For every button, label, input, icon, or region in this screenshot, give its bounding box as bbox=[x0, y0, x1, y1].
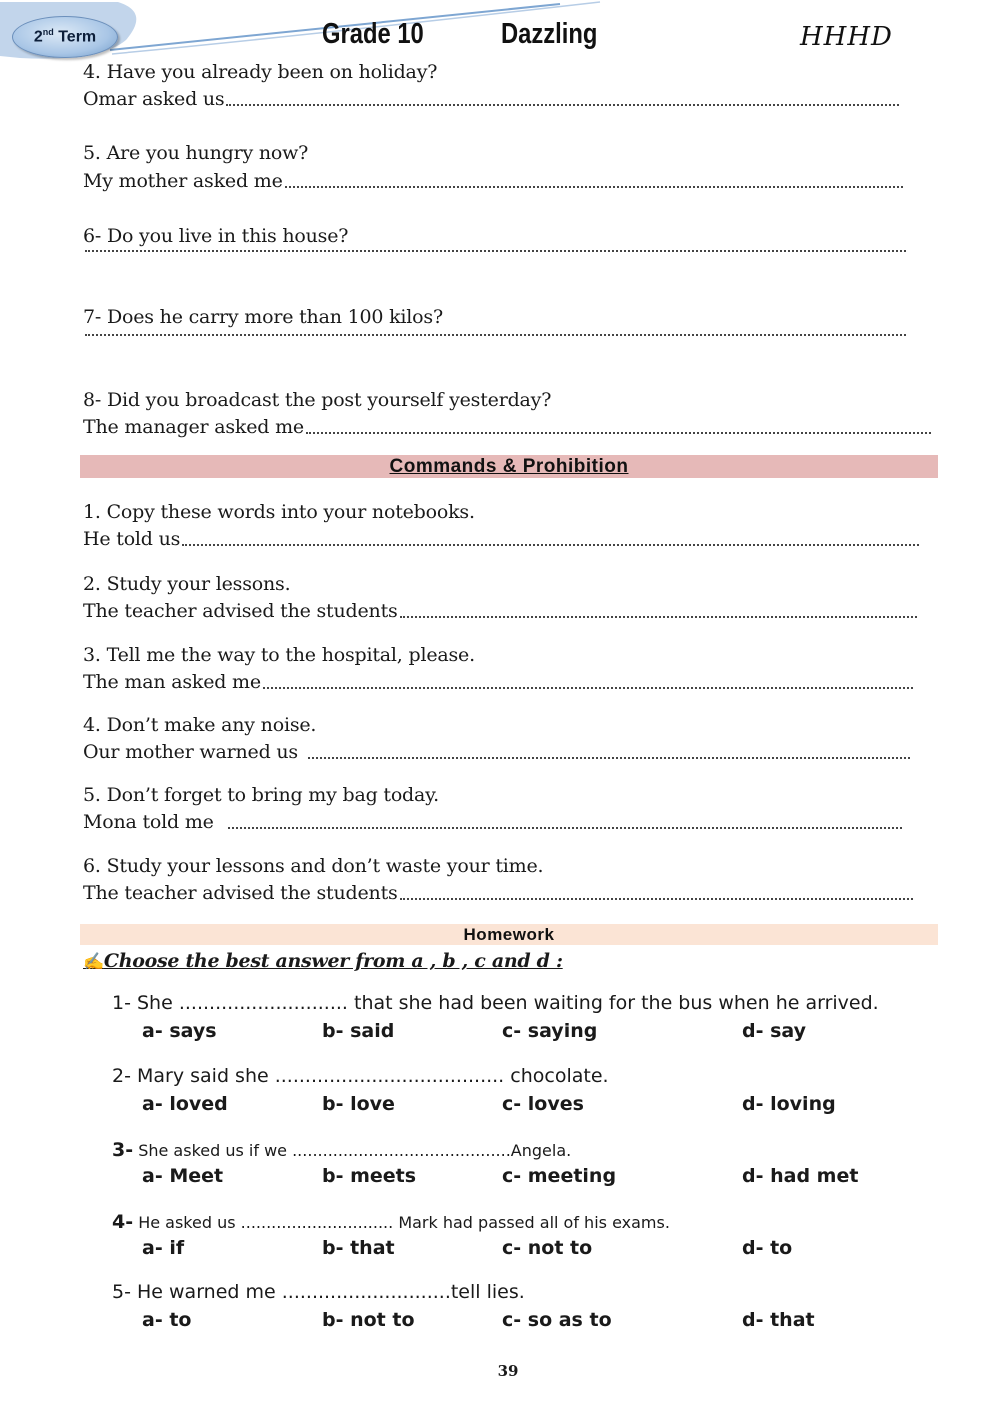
answer-line[interactable]: Omar asked us bbox=[83, 87, 899, 111]
mcq-option[interactable]: c- saying bbox=[502, 1020, 598, 1042]
answer-line[interactable]: The man asked me bbox=[83, 670, 913, 694]
answer-line[interactable]: The teacher advised the students bbox=[83, 599, 917, 623]
term-badge: 2nd Term bbox=[12, 16, 118, 58]
writing-hand-icon: ✍ bbox=[83, 952, 104, 972]
book-title: Dazzling bbox=[501, 18, 598, 50]
command-sentence: 6. Study your lessons and don’t waste your time. bbox=[83, 855, 544, 877]
mcq-option[interactable]: b- not to bbox=[322, 1309, 415, 1331]
grade-title: Grade 10 bbox=[322, 18, 424, 50]
mcq-option[interactable]: a- loved bbox=[142, 1093, 228, 1115]
mcq-option[interactable]: c- not to bbox=[502, 1237, 593, 1259]
mcq-option[interactable]: d- loving bbox=[742, 1093, 836, 1115]
mcq-option[interactable]: b- that bbox=[322, 1237, 395, 1259]
command-sentence: 1. Copy these words into your notebooks. bbox=[83, 501, 475, 523]
mcq-option[interactable]: b- meets bbox=[322, 1165, 417, 1187]
mcq-option[interactable]: b- said bbox=[322, 1020, 395, 1042]
answer-line[interactable]: Our mother warned us bbox=[83, 740, 910, 764]
mcq-option[interactable]: d- had met bbox=[742, 1165, 859, 1187]
mcq-option[interactable]: a- if bbox=[142, 1237, 185, 1259]
question-text: 7- Does he carry more than 100 kilos? bbox=[83, 306, 443, 328]
mcq-option[interactable]: a- Meet bbox=[142, 1165, 224, 1187]
mcq-option[interactable]: a- says bbox=[142, 1020, 217, 1042]
answer-line[interactable] bbox=[83, 250, 906, 257]
mcq-option[interactable]: b- love bbox=[322, 1093, 395, 1115]
section-header-commands: Commands & Prohibition bbox=[80, 455, 938, 478]
question-text: 4. Have you already been on holiday? bbox=[83, 61, 438, 83]
command-sentence: 3. Tell me the way to the hospital, please. bbox=[83, 644, 475, 666]
mcq-option[interactable]: c- loves bbox=[502, 1093, 584, 1115]
section-header-homework: Homework bbox=[80, 924, 938, 945]
mcq-option[interactable]: d- to bbox=[742, 1237, 793, 1259]
mcq-question: 5- He warned me ............................tell lies. bbox=[112, 1281, 525, 1303]
answer-line[interactable]: The teacher advised the students bbox=[83, 881, 913, 905]
answer-line[interactable] bbox=[83, 334, 906, 341]
mcq-question: 1- She ............................ that she had been waiting for the bus when he arrived. bbox=[112, 992, 879, 1014]
answer-line[interactable]: The manager asked me bbox=[83, 415, 931, 439]
mcq-question: 4- He asked us .............................. Mark had passed all of his exams. bbox=[112, 1211, 670, 1233]
author-signature: HHHD bbox=[800, 22, 893, 52]
mcq-question: 2- Mary said she ...................................... chocolate. bbox=[112, 1065, 609, 1087]
command-sentence: 5. Don’t forget to bring my bag today. bbox=[83, 784, 439, 806]
question-text: 6- Do you live in this house? bbox=[83, 225, 349, 247]
homework-instruction: ✍Choose the best answer from a , b , c and d : bbox=[83, 950, 563, 972]
mcq-option[interactable]: c- so as to bbox=[502, 1309, 612, 1331]
mcq-option[interactable]: c- meeting bbox=[502, 1165, 617, 1187]
question-text: 8- Did you broadcast the post yourself yesterday? bbox=[83, 389, 552, 411]
answer-line[interactable]: He told us bbox=[83, 527, 919, 551]
answer-line[interactable]: Mona told me bbox=[83, 810, 902, 834]
answer-line[interactable]: My mother asked me bbox=[83, 169, 903, 193]
command-sentence: 2. Study your lessons. bbox=[83, 573, 291, 595]
mcq-question: 3- She asked us if we ...........................................Angela. bbox=[112, 1139, 572, 1161]
command-sentence: 4. Don’t make any noise. bbox=[83, 714, 317, 736]
page-number: 39 bbox=[497, 1362, 519, 1380]
mcq-option[interactable]: d- say bbox=[742, 1020, 807, 1042]
mcq-option[interactable]: d- that bbox=[742, 1309, 815, 1331]
mcq-option[interactable]: a- to bbox=[142, 1309, 192, 1331]
question-text: 5. Are you hungry now? bbox=[83, 142, 309, 164]
